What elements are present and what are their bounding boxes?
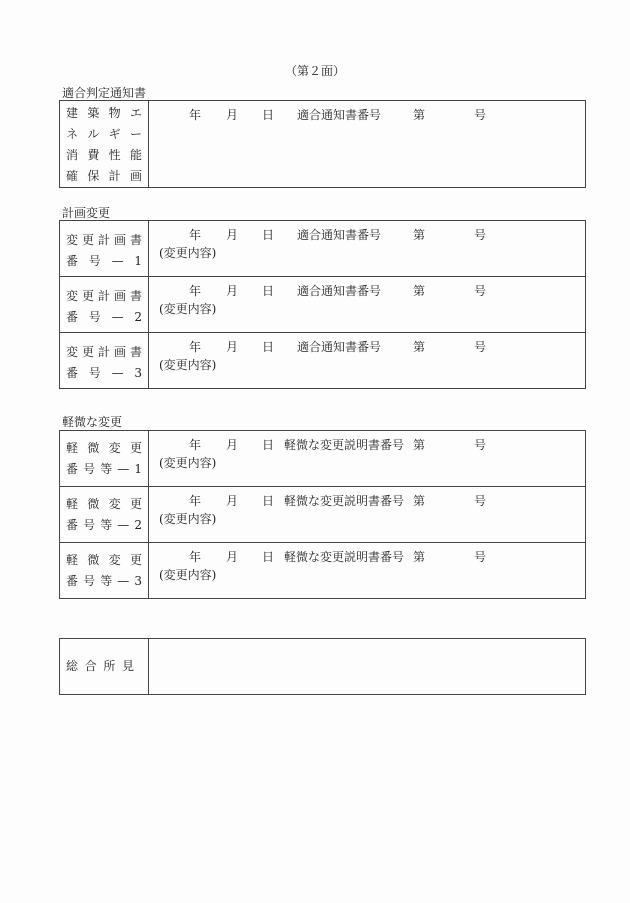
dai-label: 第 bbox=[413, 108, 426, 122]
label-char: 1 bbox=[134, 254, 142, 268]
label-char: 計 bbox=[108, 169, 121, 183]
dai-label: 第 bbox=[413, 284, 426, 298]
section-title-compliance-notice: 適合判定通知書 bbox=[62, 86, 147, 100]
month-label: 月 bbox=[226, 108, 239, 122]
day-label: 日 bbox=[262, 340, 275, 354]
minor-change-label bbox=[60, 431, 149, 487]
label-line bbox=[60, 145, 148, 166]
label-char: 変 bbox=[66, 345, 79, 359]
label-char: 計 bbox=[97, 289, 110, 303]
label-char: 書 bbox=[129, 233, 142, 247]
label-char: — bbox=[117, 574, 130, 588]
minor-change-table bbox=[59, 430, 586, 599]
label-char: 確 bbox=[66, 169, 79, 183]
label-char: — bbox=[111, 254, 124, 268]
label-char: 変 bbox=[66, 233, 79, 247]
label-char: 更 bbox=[129, 553, 142, 567]
label-char: 等 bbox=[100, 574, 113, 588]
label-char: 画 bbox=[113, 345, 126, 359]
label-char: 更 bbox=[81, 345, 94, 359]
label-line bbox=[60, 459, 148, 480]
label-char: 号 bbox=[83, 574, 96, 588]
day-label: 日 bbox=[262, 228, 275, 242]
label-char: 微 bbox=[87, 553, 100, 567]
minor-change-row bbox=[60, 487, 586, 543]
plan-change-label bbox=[60, 277, 149, 333]
label-char: 号 bbox=[88, 310, 101, 324]
label-char: 番 bbox=[66, 518, 79, 532]
day-label: 日 bbox=[262, 550, 275, 564]
month-label: 月 bbox=[226, 438, 239, 452]
change-content-label: (変更内容) bbox=[159, 302, 217, 316]
year-label: 年 bbox=[189, 228, 202, 242]
label-char: ー bbox=[129, 127, 142, 141]
label-char: 築 bbox=[87, 106, 100, 120]
label-char: 変 bbox=[66, 289, 79, 303]
label-line bbox=[60, 307, 148, 328]
label-char: 消 bbox=[66, 148, 79, 162]
day-label: 日 bbox=[262, 494, 275, 508]
dai-label: 第 bbox=[413, 494, 426, 508]
month-label: 月 bbox=[226, 550, 239, 564]
label-char: 更 bbox=[129, 497, 142, 511]
number-label: 軽微な変更説明書番号 bbox=[284, 494, 405, 508]
plan-change-label bbox=[60, 333, 149, 389]
number-label: 軽微な変更説明書番号 bbox=[284, 438, 405, 452]
label-char: 計 bbox=[97, 233, 110, 247]
label-char: 画 bbox=[113, 233, 126, 247]
compliance-notice-label bbox=[60, 101, 149, 188]
label-char: ル bbox=[87, 127, 100, 141]
date-number-line bbox=[149, 547, 585, 567]
label-char: 号 bbox=[83, 518, 96, 532]
label-char: 画 bbox=[129, 169, 142, 183]
label-char: ネ bbox=[66, 127, 79, 141]
label-char: 2 bbox=[134, 310, 142, 324]
number-label: 軽微な変更説明書番号 bbox=[284, 550, 405, 564]
label-char: 更 bbox=[81, 233, 94, 247]
number-label: 適合通知書番号 bbox=[297, 340, 382, 354]
label-char: 総 bbox=[66, 659, 79, 673]
change-content-label: (変更内容) bbox=[159, 456, 217, 470]
plan-change-row bbox=[60, 221, 586, 277]
label-line bbox=[60, 103, 148, 124]
year-label: 年 bbox=[189, 438, 202, 452]
month-label: 月 bbox=[226, 340, 239, 354]
plan-change-table bbox=[59, 220, 586, 389]
number-label: 適合通知書番号 bbox=[297, 284, 382, 298]
label-line bbox=[60, 363, 148, 384]
year-label: 年 bbox=[189, 340, 202, 354]
label-char: 能 bbox=[129, 148, 142, 162]
go-label: 号 bbox=[474, 438, 487, 452]
label-char: 変 bbox=[108, 441, 121, 455]
label-line bbox=[60, 515, 148, 536]
plan-change-row bbox=[60, 277, 586, 333]
label-char: — bbox=[117, 462, 130, 476]
label-char: 号 bbox=[83, 462, 96, 476]
label-char: 費 bbox=[87, 148, 100, 162]
label-line bbox=[60, 656, 148, 677]
go-label: 号 bbox=[474, 228, 487, 242]
year-label: 年 bbox=[189, 108, 202, 122]
section-title-minor-change: 軽微な変更 bbox=[62, 415, 123, 429]
label-char: — bbox=[111, 366, 124, 380]
section-title-plan-change: 計画変更 bbox=[62, 206, 111, 220]
minor-change-label bbox=[60, 487, 149, 543]
go-label: 号 bbox=[474, 284, 487, 298]
label-char: 番 bbox=[66, 310, 79, 324]
label-char: — bbox=[117, 518, 130, 532]
plan-change-label bbox=[60, 221, 149, 277]
date-number-line bbox=[149, 105, 585, 125]
number-label: 適合通知書番号 bbox=[297, 228, 382, 242]
label-char: 番 bbox=[66, 254, 79, 268]
label-char: ギ bbox=[108, 127, 121, 141]
change-content-label: (変更内容) bbox=[159, 358, 217, 372]
label-char: 微 bbox=[87, 497, 100, 511]
day-label: 日 bbox=[262, 284, 275, 298]
label-char: 等 bbox=[100, 518, 113, 532]
label-line bbox=[60, 550, 148, 571]
plan-change-content[interactable] bbox=[149, 221, 586, 277]
label-char: 2 bbox=[134, 518, 142, 532]
page-label: （第２面） bbox=[284, 64, 345, 78]
label-line bbox=[60, 494, 148, 515]
year-label: 年 bbox=[189, 284, 202, 298]
label-char: 号 bbox=[88, 366, 101, 380]
label-char: エ bbox=[129, 106, 142, 120]
overall-opinion-table bbox=[59, 638, 586, 695]
number-label: 適合通知書番号 bbox=[297, 108, 382, 122]
date-number-line bbox=[149, 281, 585, 301]
label-char: 計 bbox=[97, 345, 110, 359]
label-line bbox=[60, 571, 148, 592]
label-char: 軽 bbox=[66, 497, 79, 511]
label-char: 画 bbox=[113, 289, 126, 303]
date-number-line bbox=[149, 491, 585, 511]
change-content-label: (変更内容) bbox=[159, 568, 217, 582]
label-line bbox=[60, 251, 148, 272]
plan-change-content[interactable] bbox=[149, 333, 586, 389]
go-label: 号 bbox=[474, 108, 487, 122]
dai-label: 第 bbox=[413, 228, 426, 242]
dai-label: 第 bbox=[413, 438, 426, 452]
minor-change-row bbox=[60, 431, 586, 487]
year-label: 年 bbox=[189, 550, 202, 564]
month-label: 月 bbox=[226, 228, 239, 242]
plan-change-content[interactable] bbox=[149, 277, 586, 333]
minor-change-row bbox=[60, 543, 586, 599]
label-char: 見 bbox=[121, 659, 134, 673]
label-char: 番 bbox=[66, 574, 79, 588]
label-char: — bbox=[111, 310, 124, 324]
label-char: 微 bbox=[87, 441, 100, 455]
month-label: 月 bbox=[226, 494, 239, 508]
change-content-label: (変更内容) bbox=[159, 512, 217, 526]
plan-change-row bbox=[60, 333, 586, 389]
label-char: 変 bbox=[108, 553, 121, 567]
day-label: 日 bbox=[262, 108, 275, 122]
label-char: 保 bbox=[87, 169, 100, 183]
label-char: 更 bbox=[81, 289, 94, 303]
label-line bbox=[60, 124, 148, 145]
day-label: 日 bbox=[262, 438, 275, 452]
overall-opinion-label bbox=[60, 639, 149, 695]
label-char: 番 bbox=[66, 462, 79, 476]
label-char: 性 bbox=[108, 148, 121, 162]
label-line bbox=[60, 438, 148, 459]
label-char: 書 bbox=[129, 289, 142, 303]
minor-change-content[interactable] bbox=[149, 431, 586, 487]
label-char: 軽 bbox=[66, 441, 79, 455]
date-number-line bbox=[149, 337, 585, 357]
label-line bbox=[60, 166, 148, 187]
label-char: 建 bbox=[66, 106, 79, 120]
go-label: 号 bbox=[474, 550, 487, 564]
minor-change-content[interactable] bbox=[149, 487, 586, 543]
date-number-line bbox=[149, 435, 585, 455]
label-char: 合 bbox=[84, 659, 97, 673]
go-label: 号 bbox=[474, 494, 487, 508]
label-char: 更 bbox=[129, 441, 142, 455]
label-char: 軽 bbox=[66, 553, 79, 567]
compliance-notice-content[interactable] bbox=[149, 101, 586, 188]
compliance-notice-table bbox=[59, 100, 586, 188]
label-char: 物 bbox=[108, 106, 121, 120]
label-char: 変 bbox=[108, 497, 121, 511]
overall-opinion-content[interactable] bbox=[149, 639, 586, 695]
change-content-label: (変更内容) bbox=[159, 246, 217, 260]
month-label: 月 bbox=[226, 284, 239, 298]
label-char: 1 bbox=[134, 462, 142, 476]
label-line bbox=[60, 230, 148, 251]
minor-change-label bbox=[60, 543, 149, 599]
label-char: 3 bbox=[134, 366, 142, 380]
label-char: 番 bbox=[66, 366, 79, 380]
minor-change-content[interactable] bbox=[149, 543, 586, 599]
go-label: 号 bbox=[474, 340, 487, 354]
label-char: 号 bbox=[88, 254, 101, 268]
label-line bbox=[60, 342, 148, 363]
label-char: 等 bbox=[100, 462, 113, 476]
label-char: 所 bbox=[103, 659, 116, 673]
dai-label: 第 bbox=[413, 550, 426, 564]
date-number-line bbox=[149, 225, 585, 245]
year-label: 年 bbox=[189, 494, 202, 508]
label-line bbox=[60, 286, 148, 307]
dai-label: 第 bbox=[413, 340, 426, 354]
label-char: 3 bbox=[134, 574, 142, 588]
label-char: 書 bbox=[129, 345, 142, 359]
